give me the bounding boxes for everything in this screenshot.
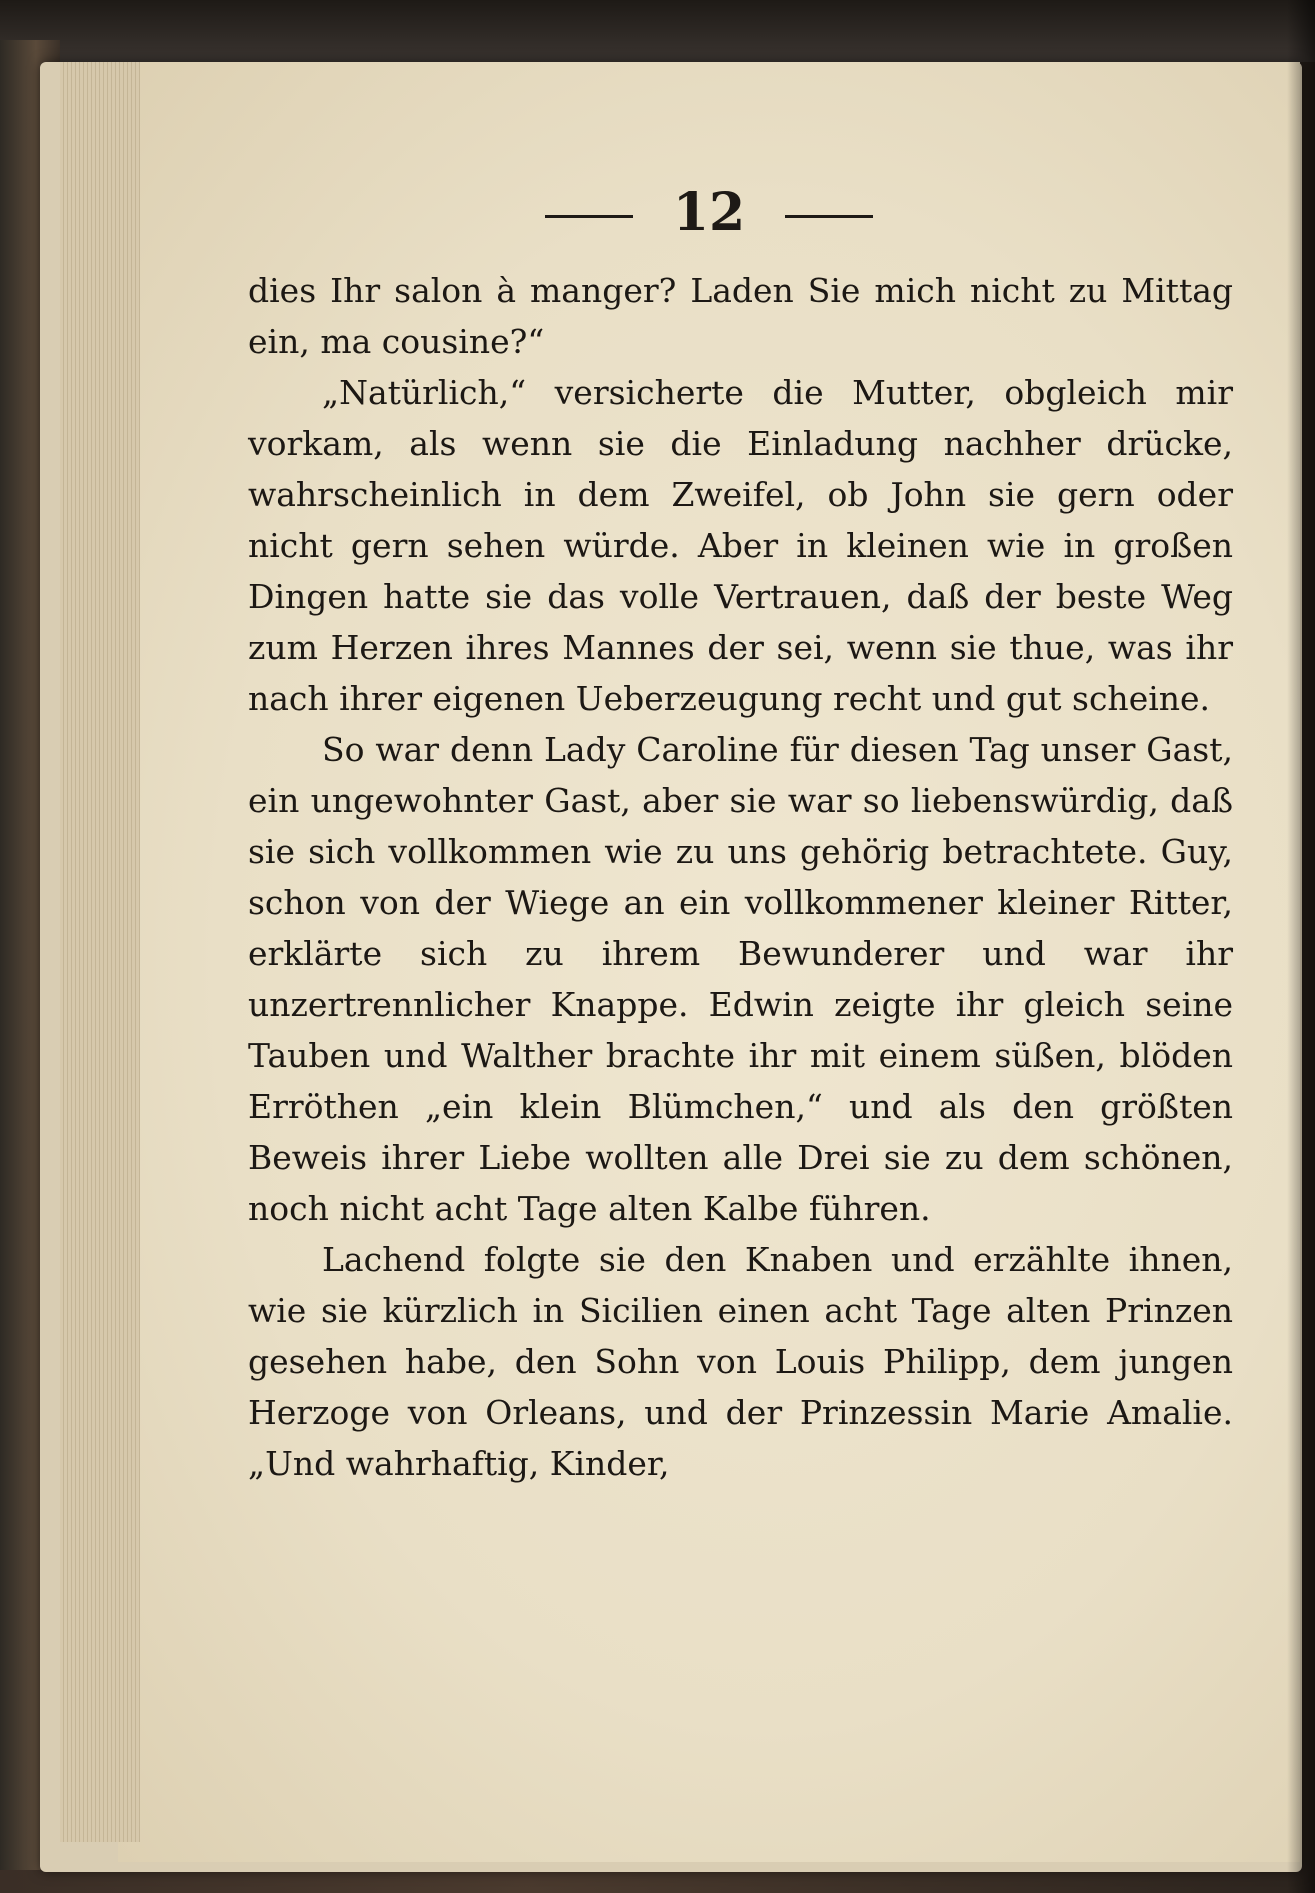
book-cover-top [0, 0, 1315, 62]
page-number: 12 [672, 182, 746, 243]
paragraph-1: dies Ihr salon à manger? Laden Sie mich nicht zu Mittag ein, ma cousine?“ [248, 271, 1233, 361]
body-text [248, 265, 1233, 1489]
paragraph-4: Lachend folgte sie den Knaben und erzählte ihnen, wie sie kürzlich in Sicilien einen acht Tage alten Prinzen gesehen habe, den Sohn von Louis Philipp, dem jungen Herzoge von Orleans, und der Prinzessin Marie Amalie. „Und wahrhaftig, Kinder, [248, 1240, 1233, 1483]
page-number-header [118, 182, 1300, 243]
header-dash-right [785, 215, 873, 218]
spine-shadow [1287, 0, 1315, 1893]
paragraph-2: „Natürlich,“ versicherte die Mutter, obgleich mir vorkam, als wenn sie die Einladung nachher drücke, wahrscheinlich in dem Zweifel, ob John sie gern oder nicht gern sehen würde. Aber in kleinen wie in großen Dingen hatte sie das volle Vertrauen, daß der beste Weg zum Herzen ihres Mannes der sei, wenn sie thue, was ihr nach ihrer eigenen Ueberzeugung recht und gut scheine. [248, 373, 1233, 718]
header-dash-left [545, 215, 633, 218]
paragraph-3: So war denn Lady Caroline für diesen Tag unser Gast, ein ungewohnter Gast, aber sie war so liebenswürdig, daß sie sich vollkommen wie zu uns gehörig betrachtete. Guy, schon von der Wiege an ein vollkommener kleiner Ritter, erklärte sich zu ihrem Bewunderer und war ihr unzertrennlicher Knappe. Edwin zeigte ihr gleich seine Tauben und Walther brachte ihr mit einem süßen, blöden Erröthen „ein klein Blümchen,“ und als den größten Beweis ihrer Liebe wollten alle Drei sie zu dem schönen, noch nicht acht Tage alten Kalbe führen. [248, 730, 1233, 1228]
page-edges [60, 62, 140, 1842]
